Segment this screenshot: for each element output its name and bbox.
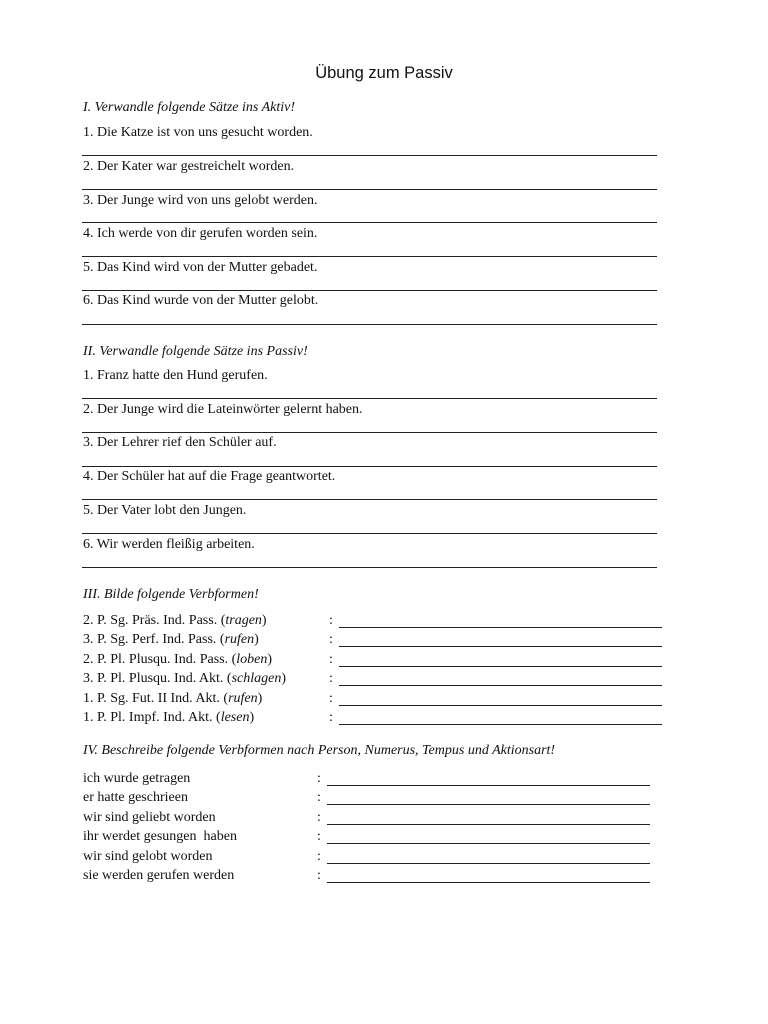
colon: : <box>329 652 333 667</box>
verbform-label: 2. P. Pl. Plusqu. Ind. Pass. (loben) <box>83 652 273 667</box>
section1-item: 1. Die Katze ist von uns gesucht worden. <box>83 125 313 140</box>
colon: : <box>317 868 321 883</box>
verbform-phrase: ihr werdet gesungen haben <box>83 829 237 844</box>
answer-line[interactable] <box>82 324 657 325</box>
verbform-phrase: wir sind geliebt worden <box>83 810 216 825</box>
section2-item: 3. Der Lehrer rief den Schüler auf. <box>83 435 277 450</box>
answer-line[interactable] <box>82 290 657 291</box>
answer-blank[interactable] <box>339 632 662 647</box>
answer-line[interactable] <box>82 533 657 534</box>
answer-line[interactable] <box>82 398 657 399</box>
answer-line[interactable] <box>82 222 657 223</box>
answer-blank[interactable] <box>327 849 650 864</box>
answer-blank[interactable] <box>327 868 650 883</box>
answer-blank[interactable] <box>339 691 662 706</box>
answer-line[interactable] <box>82 499 657 500</box>
colon: : <box>329 613 333 628</box>
answer-line[interactable] <box>82 256 657 257</box>
answer-blank[interactable] <box>339 652 662 667</box>
colon: : <box>329 710 333 725</box>
answer-blank[interactable] <box>339 710 662 725</box>
colon: : <box>317 829 321 844</box>
answer-blank[interactable] <box>327 829 650 844</box>
answer-blank[interactable] <box>339 613 662 628</box>
section4-heading: IV. Beschreibe folgende Verbformen nach Person, Numerus, Tempus und Aktionsart! <box>83 743 556 758</box>
verbform-phrase: wir sind gelobt worden <box>83 849 213 864</box>
verbform-label: 2. P. Sg. Präs. Ind. Pass. (tragen) <box>83 613 267 628</box>
verbform-phrase: sie werden gerufen werden <box>83 868 235 883</box>
verbform-label: 1. P. Pl. Impf. Ind. Akt. (lesen) <box>83 710 255 725</box>
section2-item: 5. Der Vater lobt den Jungen. <box>83 503 247 518</box>
section1-item: 3. Der Junge wird von uns gelobt werden. <box>83 193 318 208</box>
colon: : <box>317 849 321 864</box>
answer-line[interactable] <box>82 567 657 568</box>
verbform-label: 1. P. Sg. Fut. II Ind. Akt. (rufen) <box>83 691 263 706</box>
section2-item: 4. Der Schüler hat auf die Frage geantwortet. <box>83 469 336 484</box>
answer-line[interactable] <box>82 466 657 467</box>
section2-item: 6. Wir werden fleißig arbeiten. <box>83 537 255 552</box>
section1-item: 5. Das Kind wird von der Mutter gebadet. <box>83 260 318 275</box>
colon: : <box>329 691 333 706</box>
answer-blank[interactable] <box>327 790 650 805</box>
verbform-phrase: ich wurde getragen <box>83 771 191 786</box>
section2-item: 2. Der Junge wird die Lateinwörter gelernt haben. <box>83 402 363 417</box>
worksheet-title: Übung zum Passiv <box>315 64 453 82</box>
verbform-label: 3. P. Sg. Perf. Ind. Pass. (rufen) <box>83 632 259 647</box>
answer-line[interactable] <box>82 432 657 433</box>
section2-item: 1. Franz hatte den Hund gerufen. <box>83 368 268 383</box>
section1-item: 4. Ich werde von dir gerufen worden sein. <box>83 226 318 241</box>
colon: : <box>317 810 321 825</box>
verbform-label: 3. P. Pl. Plusqu. Ind. Akt. (schlagen) <box>83 671 287 686</box>
colon: : <box>329 671 333 686</box>
verbform-phrase: er hatte geschrieen <box>83 790 188 805</box>
answer-blank[interactable] <box>339 671 662 686</box>
section1-item: 2. Der Kater war gestreichelt worden. <box>83 159 295 174</box>
colon: : <box>317 790 321 805</box>
section1-heading: I. Verwandle folgende Sätze ins Aktiv! <box>83 100 296 115</box>
answer-blank[interactable] <box>327 810 650 825</box>
section1-item: 6. Das Kind wurde von der Mutter gelobt. <box>83 293 319 308</box>
section2-heading: II. Verwandle folgende Sätze ins Passiv! <box>83 344 308 359</box>
colon: : <box>329 632 333 647</box>
answer-blank[interactable] <box>327 771 650 786</box>
answer-line[interactable] <box>82 189 657 190</box>
section3-heading: III. Bilde folgende Verbformen! <box>83 587 259 602</box>
colon: : <box>317 771 321 786</box>
answer-line[interactable] <box>82 155 657 156</box>
